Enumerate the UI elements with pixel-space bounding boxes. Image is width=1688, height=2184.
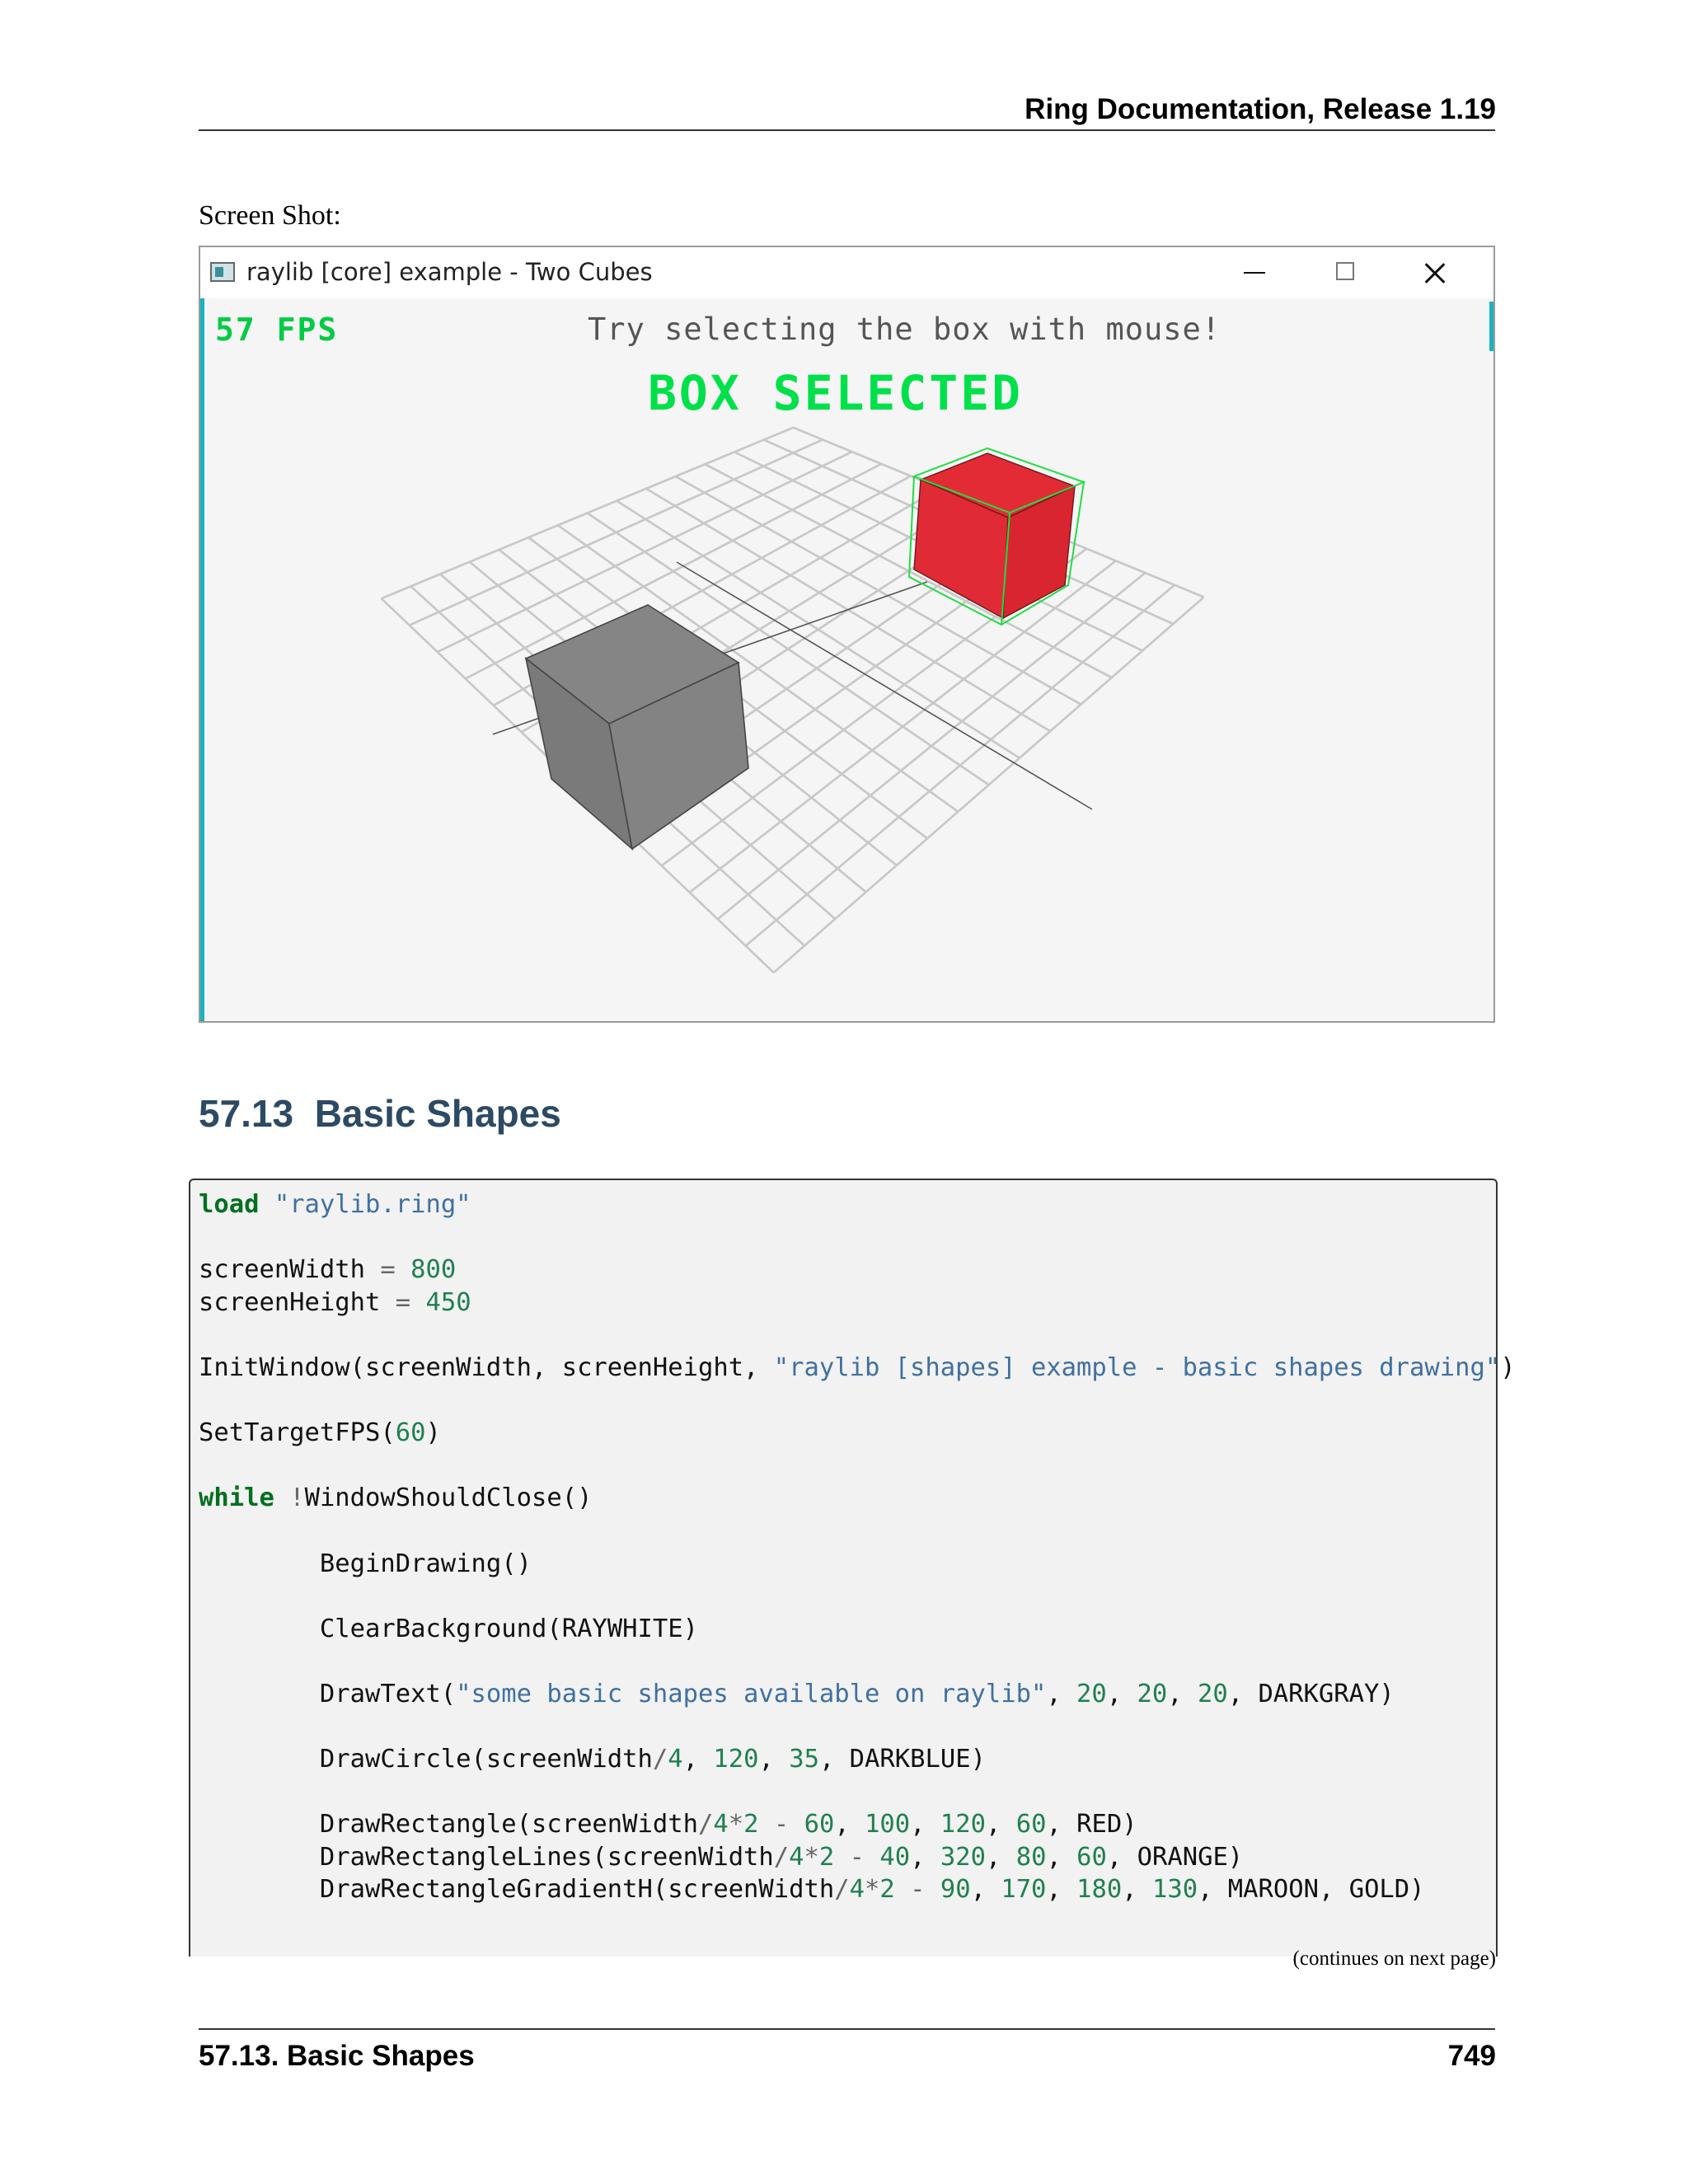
section-number: 57.13 <box>199 1092 294 1135</box>
page-number: 749 <box>1447 2040 1496 2072</box>
gray-cube <box>526 605 748 849</box>
footer-rule <box>199 2028 1495 2030</box>
window-title: raylib [core] example - Two Cubes <box>246 258 653 286</box>
red-cube <box>914 453 1075 618</box>
screenshot-label: Screen Shot: <box>199 200 341 231</box>
code-block <box>189 1179 1516 1957</box>
scene-3d[interactable] <box>200 247 1493 1021</box>
section-title: Basic Shapes <box>314 1092 561 1135</box>
footer-section: 57.13. Basic Shapes <box>199 2040 475 2072</box>
selection-status: BOX SELECTED <box>648 365 1024 421</box>
fps-counter: 57 FPS <box>215 312 339 348</box>
continues-note: (continues on next page) <box>1292 1947 1496 1970</box>
instruction-text: Try selecting the box with mouse! <box>588 312 1221 347</box>
section-heading <box>199 1091 561 1136</box>
code-listing: load "raylib.ring" screenWidth = 800 screenHeight = 450 InitWindow(screenWidth, screenHeight, "raylib [shapes] example - basic shapes drawing") SetTargetFPS(60) while !WindowShouldClose() BeginDrawing() ClearBackground(RAYWHITE) DrawText("some basic shapes available on raylib", 20, 20, 20, DARKGRAY) DrawCircle(screenWidth/4, 120, 35, DARKBLUE) DrawRectangle(screenWidth/4*2 - 60, 100, 120, 60, RED) DrawRectangleLines(screenWidth/4*2 - 40, 320, 80, 60, ORANGE) DrawRectangleGradientH(screenWidth/4*2 - 90, 170, 180, 130, MAROON, GOLD) <box>199 1190 1516 1905</box>
header-rule <box>199 129 1495 131</box>
page-header-title: Ring Documentation, Release 1.19 <box>1025 93 1496 125</box>
screenshot-window <box>199 246 1495 1023</box>
